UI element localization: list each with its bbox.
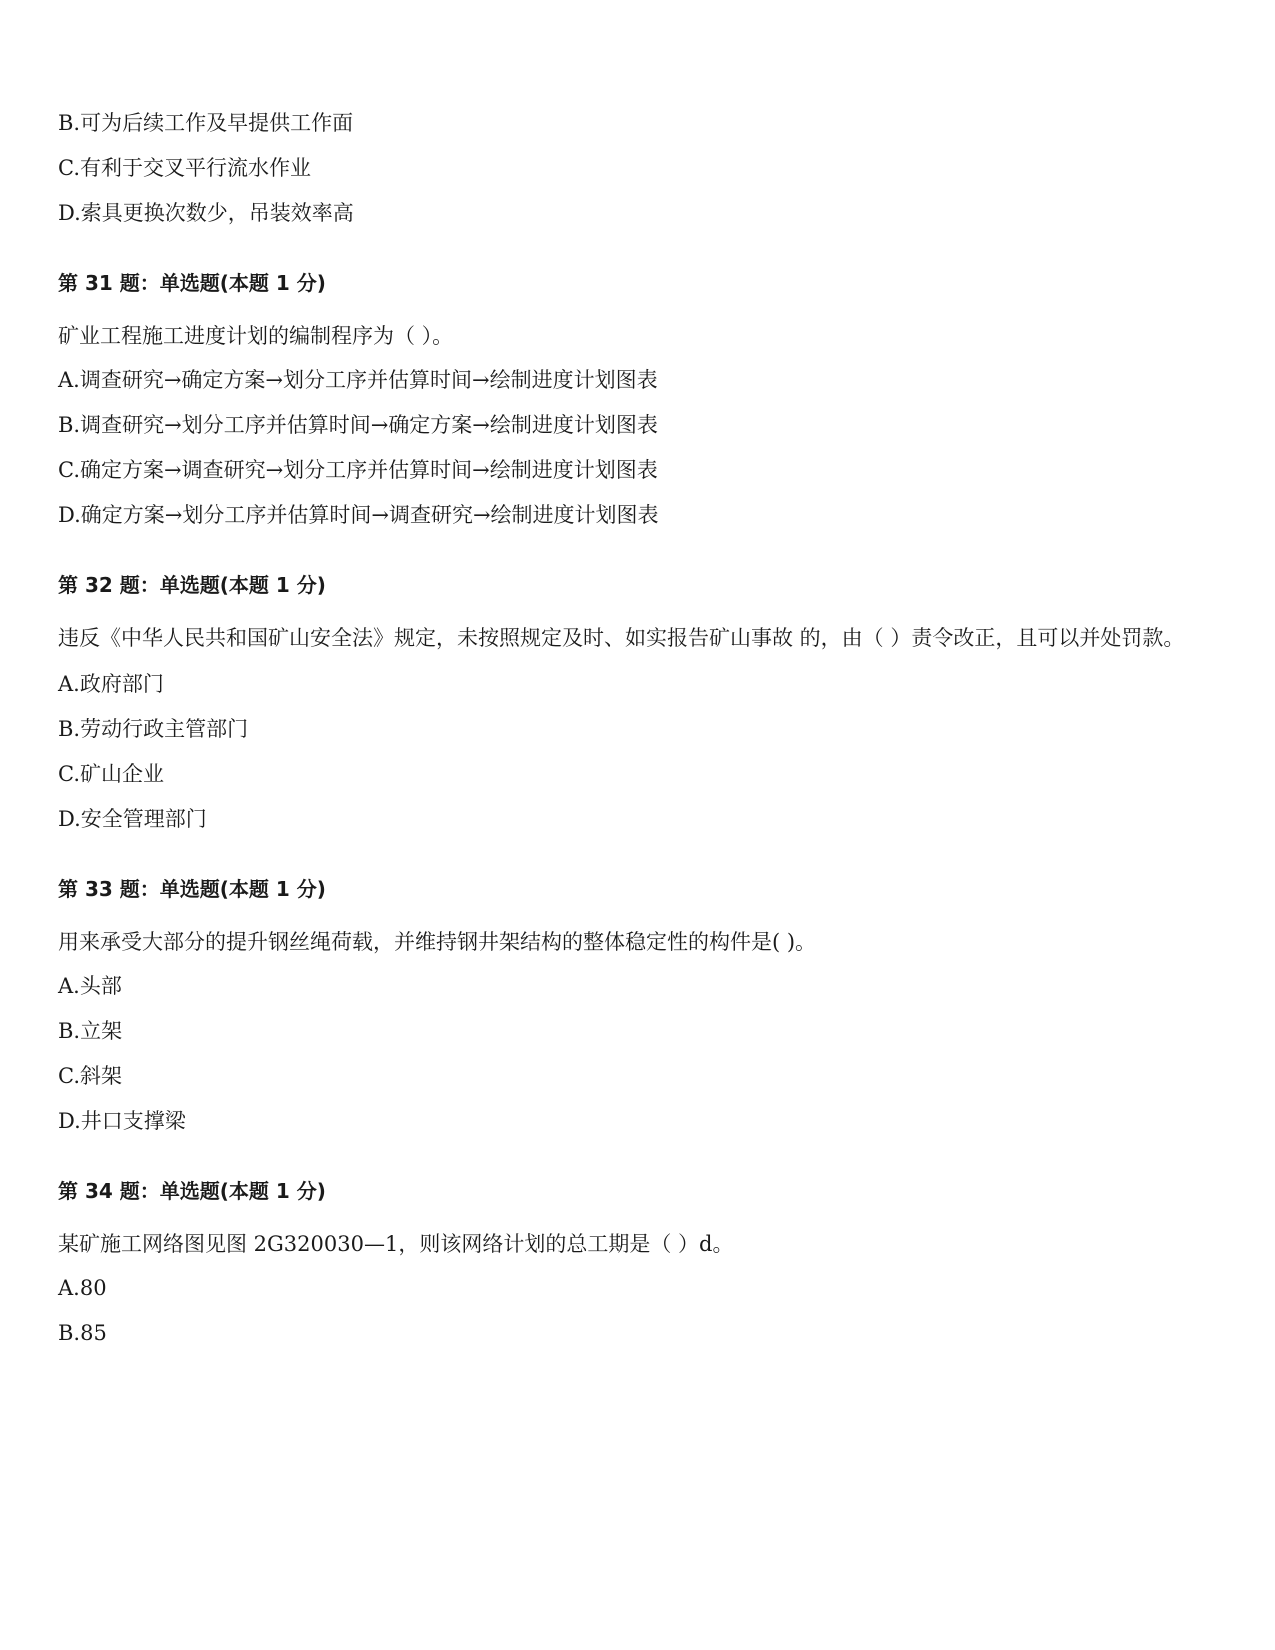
question-stem: 违反《中华人民共和国矿山安全法》规定，未按照规定及时、如实报告矿山事故 的，由（ ）责令改正，且可以并处罚款。 bbox=[58, 626, 1185, 650]
option-b: B.调查研究→划分工序并估算时间→确定方案→绘制进度计划图表 bbox=[58, 413, 658, 437]
option-c: C.确定方案→调查研究→划分工序并估算时间→绘制进度计划图表 bbox=[58, 458, 658, 482]
question-31 bbox=[58, 268, 1218, 530]
question-stem: 某矿施工网络图见图 2G320030—1，则该网络计划的总工期是（ ）d。 bbox=[58, 1232, 734, 1256]
option-d: D.确定方案→划分工序并估算时间→调查研究→绘制进度计划图表 bbox=[58, 503, 659, 527]
question-34 bbox=[58, 1176, 1218, 1348]
question-title: 第 34 题：单选题(本题 1 分) bbox=[58, 1179, 326, 1203]
question-32 bbox=[58, 570, 1218, 834]
option-d: D.索具更换次数少，吊装效率高 bbox=[58, 201, 354, 225]
option-d: D.井口支撑梁 bbox=[58, 1109, 186, 1133]
exam-page bbox=[58, 108, 1218, 1363]
option-b: B.立架 bbox=[58, 1019, 123, 1043]
question-title: 第 32 题：单选题(本题 1 分) bbox=[58, 573, 326, 597]
option-c: C.斜架 bbox=[58, 1064, 122, 1088]
option-a: A.调查研究→确定方案→划分工序并估算时间→绘制进度计划图表 bbox=[58, 368, 658, 392]
option-a: A.头部 bbox=[58, 974, 122, 998]
option-c: C.有利于交叉平行流水作业 bbox=[58, 156, 311, 180]
option-a: A.80 bbox=[58, 1276, 107, 1300]
question-title: 第 33 题：单选题(本题 1 分) bbox=[58, 877, 326, 901]
question-33 bbox=[58, 874, 1218, 1136]
previous-question-options bbox=[58, 108, 1218, 228]
option-c: C.矿山企业 bbox=[58, 762, 164, 786]
option-a: A.政府部门 bbox=[58, 672, 164, 696]
question-stem: 矿业工程施工进度计划的编制程序为（ ）。 bbox=[58, 324, 454, 348]
question-stem: 用来承受大部分的提升钢丝绳荷载，并维持钢井架结构的整体稳定性的构件是( )。 bbox=[58, 930, 817, 954]
question-title: 第 31 题：单选题(本题 1 分) bbox=[58, 271, 326, 295]
option-b: B.85 bbox=[58, 1321, 107, 1345]
option-d: D.安全管理部门 bbox=[58, 807, 207, 831]
option-b: B.劳动行政主管部门 bbox=[58, 717, 249, 741]
option-b: B.可为后续工作及早提供工作面 bbox=[58, 111, 354, 135]
